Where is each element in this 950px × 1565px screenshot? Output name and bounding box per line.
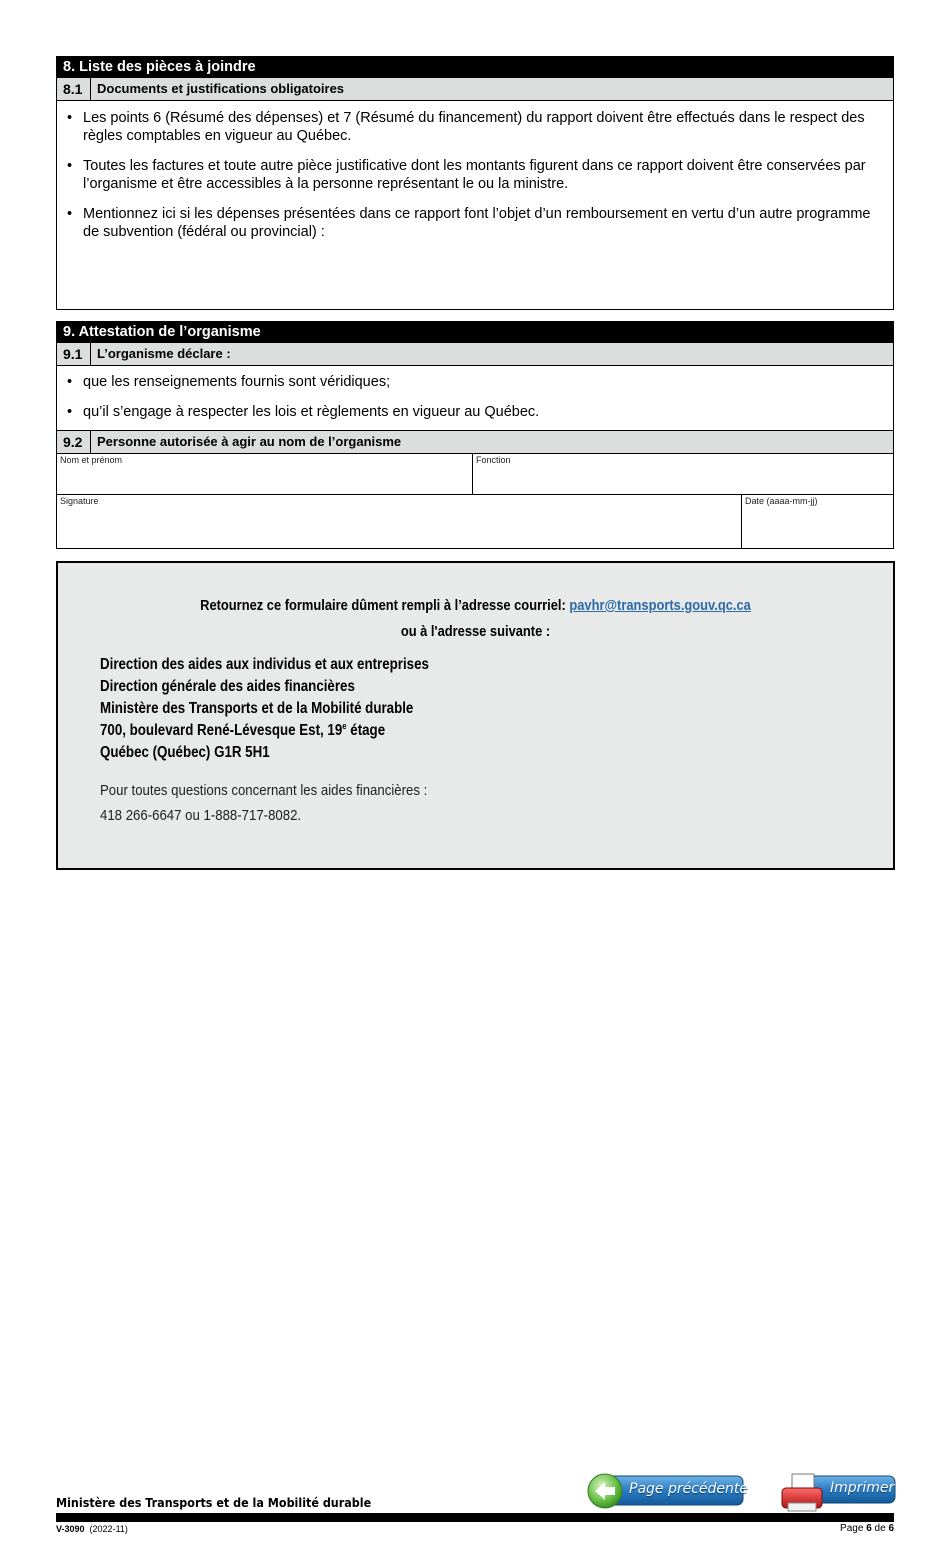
name-field-label: Nom et prénom [60, 455, 123, 465]
footer-divider [56, 1513, 894, 1522]
list-item: • que les renseignements fournis sont véridiques; [67, 374, 391, 390]
return-instruction: Retournez ce formulaire dûment rempli à l’adresse courriel: pavhr@transports.gouv.qc.ca [200, 597, 751, 614]
list-item: • qu’il s’engage à respecter les lois et règlements en vigueur au Québec. [67, 404, 540, 420]
name-function-row [56, 454, 894, 495]
date-field[interactable] [741, 495, 893, 548]
signature-field-label: Signature [60, 496, 99, 506]
section-8 [56, 56, 894, 310]
page-number: Page 6 de 6 [840, 1523, 894, 1534]
subsection-8-1-header [56, 78, 894, 101]
section-8-body [56, 101, 894, 310]
list-item: • Toutes les factures et toute autre pièce justificative dont les montants figurent dans ce rapport doivent être conservées par l’organisme et être accessibles à la personne représentant le ou la ministre. [67, 158, 866, 192]
footer-organization: Ministère des Transports et de la Mobilité durable [56, 1496, 372, 1510]
mailing-address: Direction des aides aux individus et aux entreprises Direction générale des aides financières Ministère des Transports et de la Mobilité durable 700, boulevard René-Lévesque Est, 19e étage Québec (Québec) G1R 5H1 [100, 656, 429, 761]
print-button[interactable] [780, 1472, 896, 1513]
signature-field[interactable] [57, 495, 741, 548]
form-code: V-3090 (2022-11) [56, 1524, 128, 1534]
function-field[interactable] [472, 454, 893, 494]
subsection-9-2-header [56, 431, 894, 454]
subsection-9-1-header [56, 343, 894, 366]
signature-date-row [56, 495, 894, 549]
name-field[interactable] [57, 454, 472, 494]
contact-info: Pour toutes questions concernant les aides financières : 418 266-6647 ou 1-888-717-8082. [100, 782, 428, 824]
section-8-title: 8. Liste des pièces à joindre [56, 56, 894, 78]
list-item: • Les points 6 (Résumé des dépenses) et 7 (Résumé du financement) du rapport doivent être effectués dans le respect des règles comptables en vigueur au Québec. [67, 110, 865, 144]
previous-page-button[interactable] [587, 1473, 749, 1509]
subsection-9-2-label: Personne autorisée à agir au nom de l’organisme [97, 434, 402, 449]
subsection-8-1-number: 8.1 [57, 78, 91, 100]
section-9-body [56, 366, 894, 431]
section-9 [56, 321, 894, 549]
print-label: Imprimer [830, 1480, 895, 1496]
address-intro: ou à l'adresse suivante : [400, 623, 551, 640]
date-field-label: Date (aaaa-mm-jj) [745, 496, 818, 506]
section-9-title: 9. Attestation de l’organisme [56, 321, 894, 343]
subsection-9-1-number: 9.1 [57, 343, 91, 365]
contact-box [56, 561, 895, 870]
previous-page-label: Page précédente [629, 1481, 749, 1497]
email-link[interactable]: pavhr@transports.gouv.qc.ca [569, 597, 751, 614]
list-item: • Mentionnez ici si les dépenses présentées dans ce rapport font l’objet d’un remboursement en vertu d’un autre programme de subvention (fédéral ou provincial) : [67, 206, 871, 240]
subsection-9-2-number: 9.2 [57, 431, 91, 453]
subsection-8-1-label: Documents et justifications obligatoires [97, 81, 345, 96]
subsection-9-1-label: L’organisme déclare : [97, 346, 231, 361]
function-field-label: Fonction [476, 455, 511, 465]
